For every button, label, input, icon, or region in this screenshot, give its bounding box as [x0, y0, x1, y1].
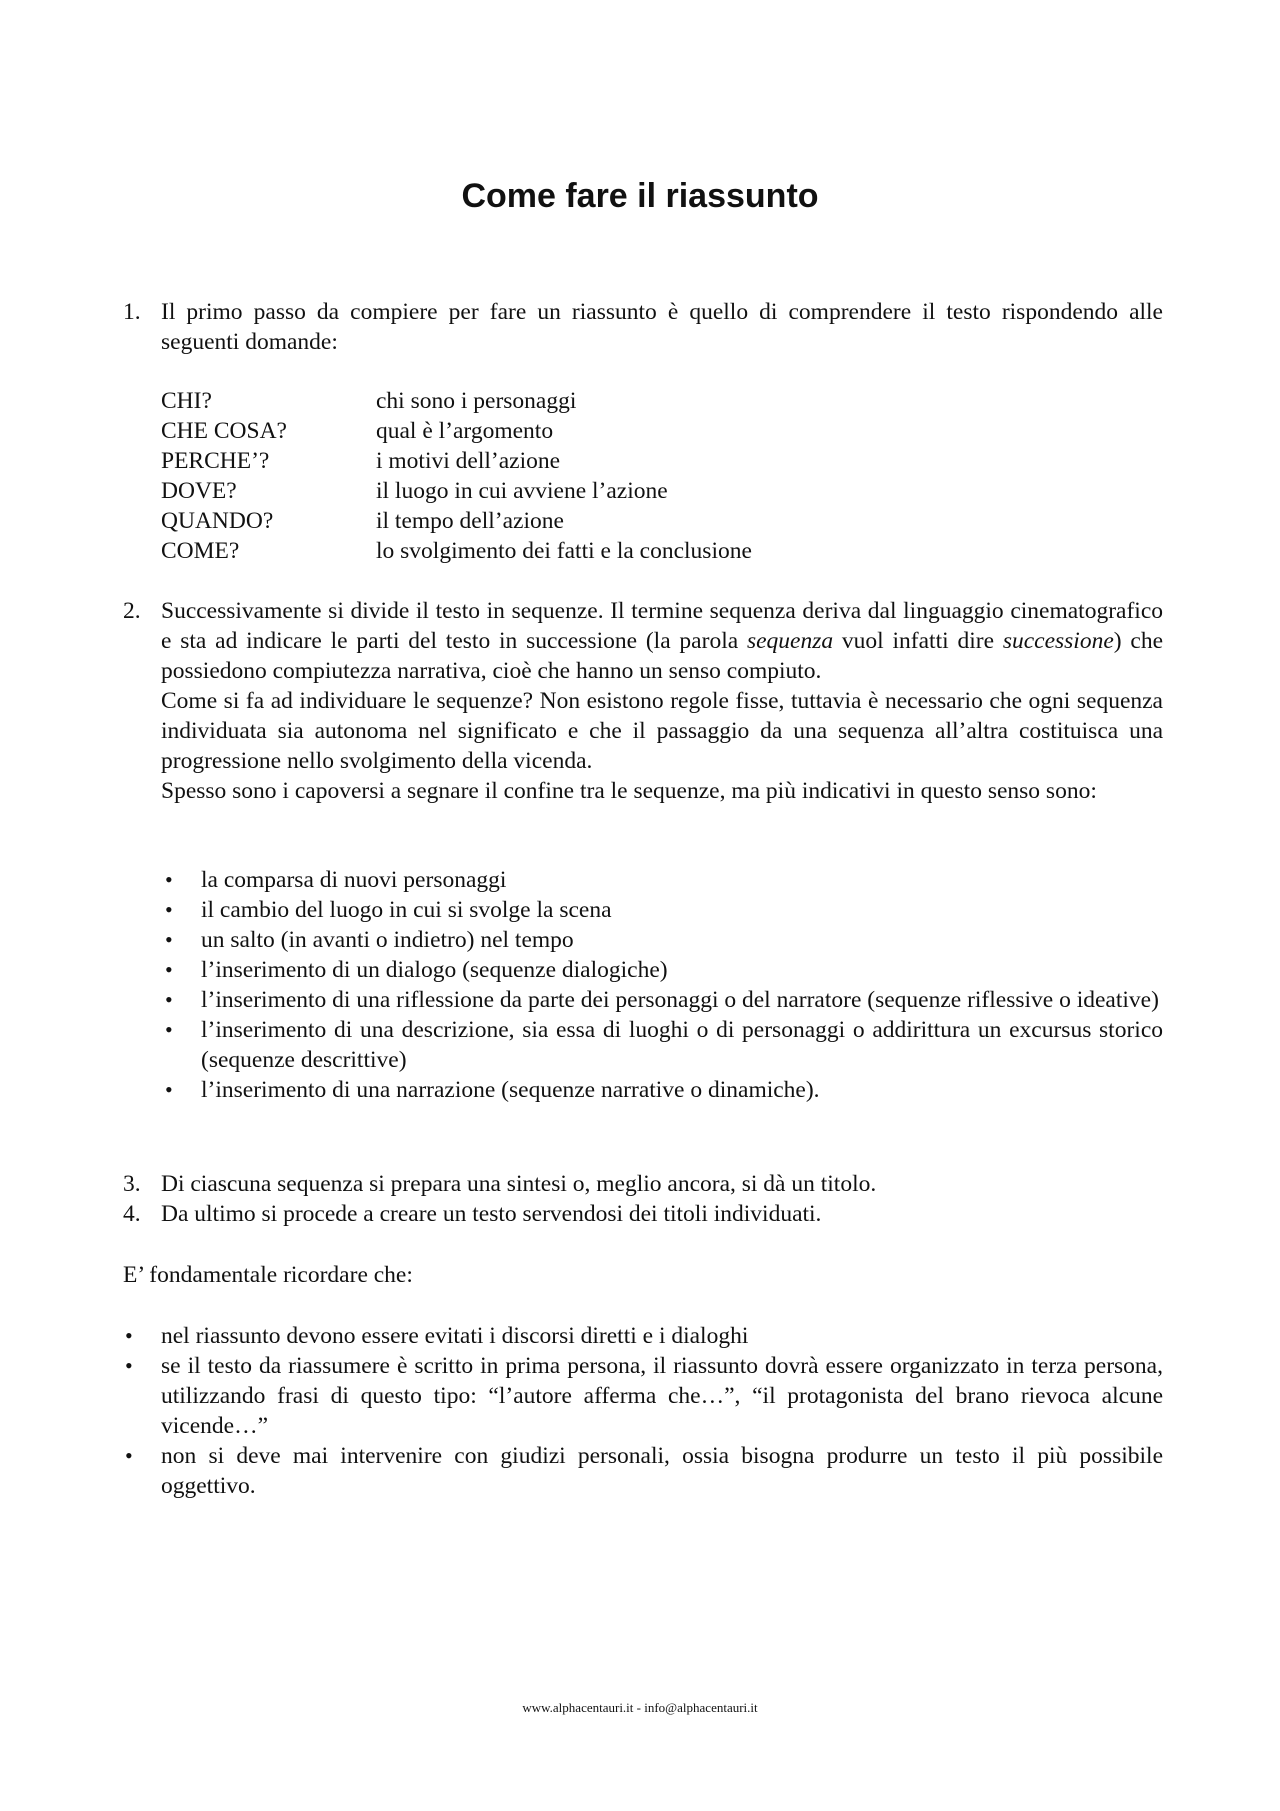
italic-term: sequenza — [746, 628, 834, 654]
list-item-text: l’inserimento di un dialogo (sequenze dialogiche) — [201, 957, 668, 983]
list-item — [161, 895, 1163, 925]
list-item — [161, 955, 1163, 985]
list-item — [123, 1321, 1163, 1351]
step-text: Di ciascuna sequenza si prepara una sintesi o, meglio ancora, si dà un titolo. — [161, 1171, 877, 1197]
list-item-text: l’inserimento di una riflessione da parte dei personaggi o del narratore (sequenze riflessive o ideative) — [201, 987, 1159, 1013]
list-item-text: l’inserimento di una descrizione, sia essa di luoghi o di personaggi o addirittura un excursus storico (sequenze descrittive) — [201, 1017, 1163, 1073]
list-item-text: un salto (in avanti o indietro) nel tempo — [201, 927, 574, 953]
text-run: ) che possiedono compiutezza narrativa, cioè che hanno un senso compiuto. — [161, 628, 1163, 684]
bullet-icon: • — [165, 867, 173, 892]
question-row — [161, 386, 752, 416]
bullet-icon: • — [165, 1077, 173, 1102]
step-text: Il primo passo da compiere per fare un riassunto è quello di comprendere il testo rispondendo alle seguenti domande: — [161, 299, 1163, 355]
step-number: 1. — [123, 299, 141, 325]
list-item-text: il cambio del luogo in cui si svolge la scena — [201, 897, 612, 923]
step-number: 2. — [123, 598, 141, 624]
list-item — [161, 1075, 1163, 1105]
text-run: vuol infatti dire — [833, 628, 1003, 654]
step-paragraph: Spesso sono i capoversi a segnare il confine tra le sequenze, ma più indicativi in questo senso sono: — [161, 778, 1097, 804]
bullet-icon: • — [125, 1443, 133, 1468]
question-value: qual è l’argomento — [376, 418, 554, 444]
remember-intro: E’ fondamentale ricordare che: — [123, 1262, 413, 1288]
question-key: CHI? — [161, 388, 212, 414]
step-text: Da ultimo si procede a creare un testo servendosi dei titoli individuati. — [161, 1201, 822, 1227]
question-value: il tempo dell’azione — [376, 508, 564, 534]
question-row — [161, 476, 752, 506]
question-value: il luogo in cui avviene l’azione — [376, 478, 668, 504]
step-number: 3. — [123, 1171, 141, 1197]
bullet-icon: • — [165, 927, 173, 952]
bullet-icon: • — [165, 957, 173, 982]
list-item-text: se il testo da riassumere è scritto in prima persona, il riassunto dovrà essere organizzato in terza persona, utilizzando frasi di questo tipo: “l’autore afferma che…”, “il protagonista del brano rievoca alcune vicende…” — [161, 1353, 1163, 1439]
step-number: 4. — [123, 1201, 141, 1227]
bullet-icon: • — [165, 1017, 173, 1042]
question-key: PERCHE’? — [161, 448, 270, 474]
list-item — [123, 1351, 1163, 1441]
step-2 — [123, 596, 1163, 806]
list-item — [161, 925, 1163, 955]
list-item — [123, 1441, 1163, 1501]
bullet-icon: • — [165, 897, 173, 922]
step-3 — [123, 1169, 1163, 1199]
indicators-list — [161, 865, 1163, 1105]
question-key: DOVE? — [161, 478, 237, 504]
step-4 — [123, 1199, 1163, 1229]
step-text — [161, 596, 1163, 686]
list-item-text: non si deve mai intervenire con giudizi personali, ossia bisogna produrre un testo il più possibile oggettivo. — [161, 1443, 1163, 1499]
list-item-text: la comparsa di nuovi personaggi — [201, 867, 507, 893]
question-row — [161, 536, 752, 566]
bullet-icon: • — [165, 987, 173, 1012]
italic-term: successione — [1002, 628, 1114, 654]
question-value: i motivi dell’azione — [376, 448, 561, 474]
question-value: chi sono i personaggi — [376, 388, 577, 414]
questions-table — [161, 386, 752, 566]
question-row — [161, 506, 752, 536]
question-key: CHE COSA? — [161, 418, 287, 444]
text-run: Successivamente si divide il testo in sequenze. Il termine sequenza deriva dal linguaggio cinematografico e sta ad indicare le parti del testo in successione (la parola — [161, 598, 1163, 654]
question-value: lo svolgimento dei fatti e la conclusione — [376, 538, 752, 564]
list-item — [161, 1015, 1163, 1075]
question-row — [161, 446, 752, 476]
question-key: COME? — [161, 538, 240, 564]
question-key: QUANDO? — [161, 508, 274, 534]
bullet-icon: • — [125, 1353, 133, 1378]
remember-list — [123, 1321, 1163, 1501]
list-item-text: l’inserimento di una narrazione (sequenze narrative o dinamiche). — [201, 1077, 820, 1103]
bullet-icon: • — [125, 1323, 133, 1348]
step-paragraph: Come si fa ad individuare le sequenze? Non esistono regole fisse, tuttavia è necessario che ogni sequenza individuata sia autonoma nel significato e che il passaggio da una sequenza all’altra costituisca una progressione nello svolgimento della vicenda. — [161, 688, 1163, 774]
list-item — [161, 865, 1163, 895]
step-1 — [123, 297, 1163, 357]
page-footer: www.alphacentauri.it - info@alphacentauri.it — [522, 1700, 758, 1715]
question-row — [161, 416, 752, 446]
page-title: Come fare il riassunto — [461, 177, 819, 215]
list-item — [161, 985, 1163, 1015]
list-item-text: nel riassunto devono essere evitati i discorsi diretti e i dialoghi — [161, 1323, 749, 1349]
